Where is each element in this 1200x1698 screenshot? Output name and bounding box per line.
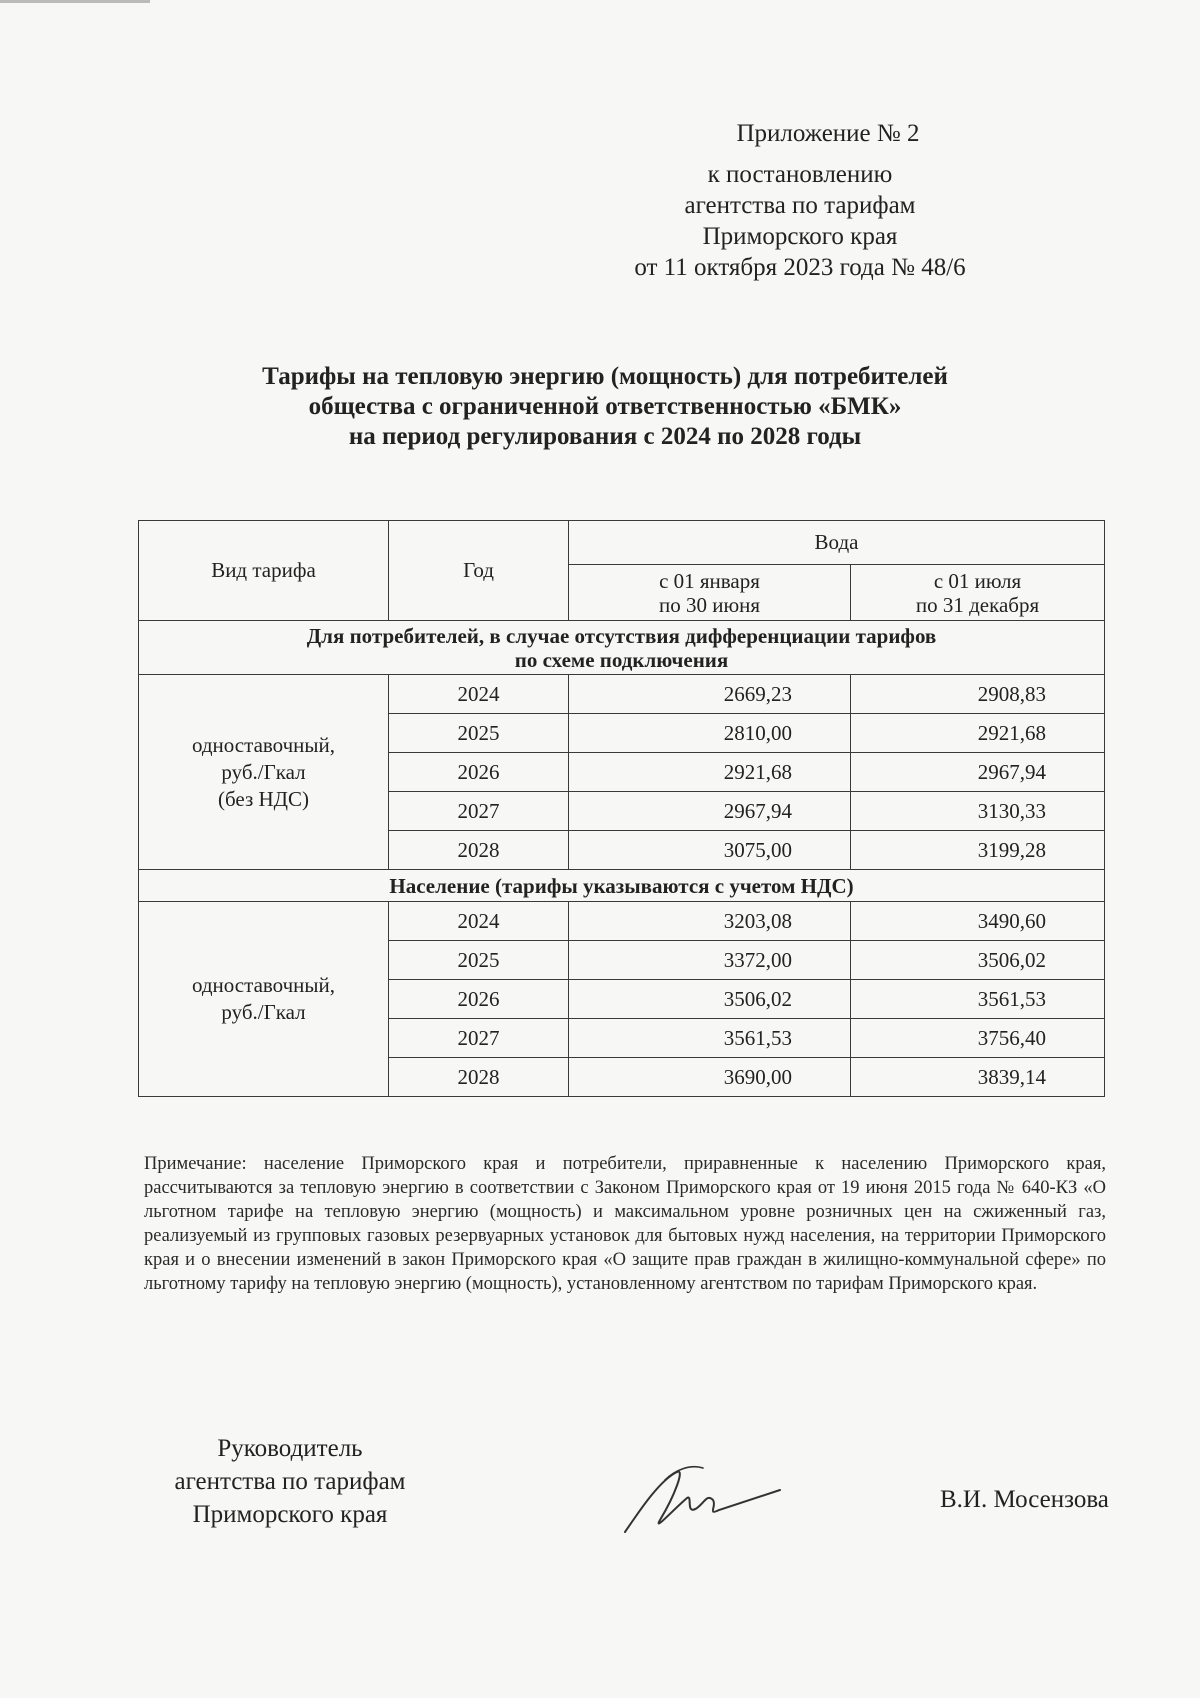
- tariff-value-h1: 2967,94: [569, 792, 851, 831]
- tariff-value-h1: 3203,08: [569, 902, 851, 941]
- tariff-value-h2: 2967,94: [851, 753, 1105, 792]
- ref-line: к постановлению: [707, 161, 893, 188]
- header-year: Год: [389, 521, 569, 621]
- tariff-value-h1: 3561,53: [569, 1019, 851, 1058]
- handwritten-signature: [615, 1450, 785, 1550]
- footnote: Примечание: население Приморского края и потребители, приравненные к населению Приморского края, рассчитываются за тепловую энергию в соответствии с Законом Приморского края от 19 июня 2015 года № 640-КЗ «О льготном тарифе на тепловую энергию (мощность) и максимальном уровне розничных цен на сжиженный газ, реализуемый из групповых газовых резервуарных установок для бытовых нужд населения, на территории Приморского края и о внесении изменений в закон Приморского края «О защите прав граждан в жилищно-коммунальной сфере» по льготному тарифу на тепловую энергию (мощность), установленному агентством по тарифам Приморского края.: [144, 1154, 1106, 1294]
- year-cell: 2024: [389, 675, 569, 714]
- tariff-value-h2: 3490,60: [851, 902, 1105, 941]
- ref-line: агентства по тарифам: [684, 192, 916, 219]
- tariff-value-h1: 2669,23: [569, 675, 851, 714]
- year-cell: 2025: [389, 941, 569, 980]
- header-tariff-type: Вид тарифа: [139, 521, 389, 621]
- header-period-1: с 01 января по 30 июня: [569, 565, 851, 621]
- ref-line: от 11 октября 2023 года № 48/6: [634, 254, 966, 281]
- tariff-value-h1: 3690,00: [569, 1058, 851, 1097]
- signatory-name: В.И. Мосензова: [940, 1486, 1109, 1513]
- year-cell: 2024: [389, 902, 569, 941]
- year-cell: 2026: [389, 753, 569, 792]
- section-header-general: Для потребителей, в случае отсутствия дифференциации тарифов по схеме подключения: [139, 621, 1105, 675]
- tariff-value-h2: 3199,28: [851, 831, 1105, 870]
- tariff-value-h1: 3075,00: [569, 831, 851, 870]
- year-cell: 2026: [389, 980, 569, 1019]
- table-row: [139, 675, 1105, 714]
- header-water: Вода: [569, 521, 1105, 565]
- tariff-value-h2: 2921,68: [851, 714, 1105, 753]
- tariff-value-h2: 3506,02: [851, 941, 1105, 980]
- section-header-population: Население (тарифы указываются с учетом НДС): [139, 870, 1105, 902]
- year-cell: 2027: [389, 1019, 569, 1058]
- table-row: [139, 902, 1105, 941]
- tariff-value-h1: 2921,68: [569, 753, 851, 792]
- tariff-value-h1: 3506,02: [569, 980, 851, 1019]
- header-period-2: с 01 июля по 31 декабря: [851, 565, 1105, 621]
- scan-edge-mark: [0, 0, 150, 3]
- appendix-number: Приложение № 2: [736, 120, 920, 147]
- tariff-value-h2: 3839,14: [851, 1058, 1105, 1097]
- tariff-value-h2: 3130,33: [851, 792, 1105, 831]
- year-cell: 2028: [389, 831, 569, 870]
- year-cell: 2025: [389, 714, 569, 753]
- year-cell: 2027: [389, 792, 569, 831]
- tariff-value-h1: 2810,00: [569, 714, 851, 753]
- document-title: [150, 362, 1060, 452]
- year-cell: 2028: [389, 1058, 569, 1097]
- title-line: общества с ограниченной ответственностью «БМК»: [308, 393, 902, 420]
- signatory-position: Руководитель агентства по тарифам Приморского края: [174, 1435, 406, 1528]
- tariff-type-cell: одноставочный, руб./Гкал: [139, 902, 389, 1097]
- tariff-type-cell: одноставочный, руб./Гкал (без НДС): [139, 675, 389, 870]
- appendix-header: [590, 118, 1010, 283]
- tariff-value-h2: 3756,40: [851, 1019, 1105, 1058]
- tariff-value-h2: 2908,83: [851, 675, 1105, 714]
- tariff-value-h2: 3561,53: [851, 980, 1105, 1019]
- tariff-table: [138, 520, 1105, 1097]
- title-line: Тарифы на тепловую энергию (мощность) для потребителей: [262, 363, 948, 390]
- title-line: на период регулирования с 2024 по 2028 годы: [348, 423, 862, 450]
- tariff-value-h1: 3372,00: [569, 941, 851, 980]
- resolution-reference: [590, 159, 1010, 283]
- ref-line: Приморского края: [702, 223, 898, 250]
